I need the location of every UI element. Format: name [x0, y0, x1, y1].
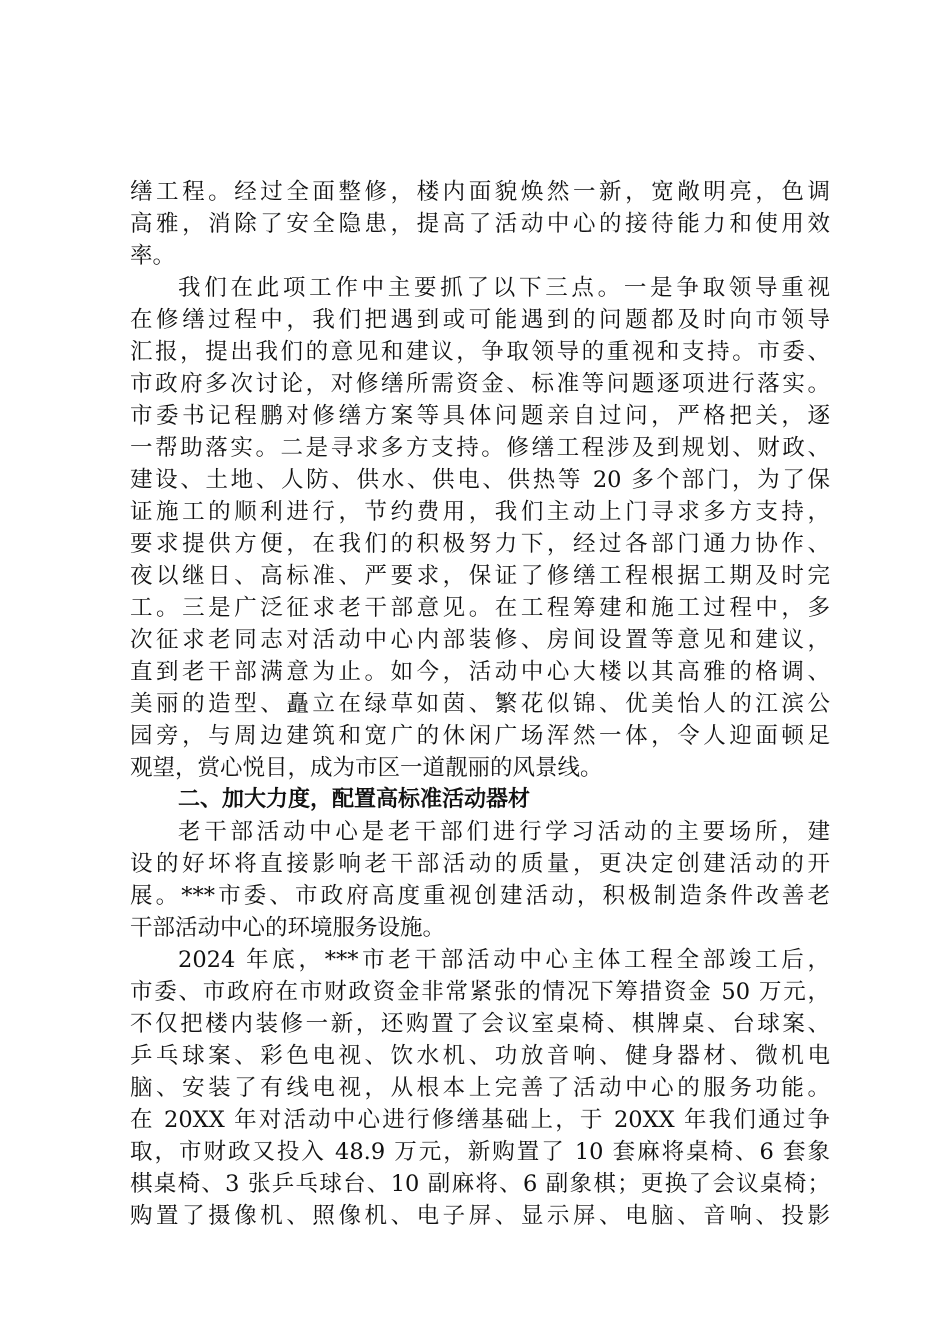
text-line: 要求提供方便，在我们的积极努力下，经过各部门通力协作、: [130, 531, 830, 557]
text-line: 美丽的造型、矗立在绿草如茵、繁花似锦、优美怡人的江滨公: [130, 691, 830, 717]
text-line: 市委、市政府在市财政资金非常紧张的情况下筹措资金 50 万元，: [130, 979, 830, 1005]
text-line: 棋桌椅、3 张乒乓球台、10 副麻将、6 副象棋；更换了会议桌椅；: [130, 1171, 830, 1197]
text-line: 直到老干部满意为止。如今，活动中心大楼以其高雅的格调、: [130, 659, 830, 685]
text-line: 率。: [130, 243, 176, 269]
text-line: 在 20XX 年对活动中心进行修缮基础上，于 20XX 年我们通过争: [130, 1107, 830, 1133]
section-heading: 二、加大力度，配置高标准活动器材: [178, 787, 531, 812]
paragraph-start: 老干部活动中心是老干部们进行学习活动的主要场所，建: [178, 819, 830, 845]
paragraph-start: 2024 年底，***市老干部活动中心主体工程全部竣工后，: [178, 947, 830, 973]
text-line: 脑、安装了有线电视，从根本上完善了活动中心的服务功能。: [130, 1075, 830, 1101]
text-line: 市委书记程鹏对修缮方案等具体问题亲自过问，严格把关，逐: [130, 403, 830, 429]
text-line: 展。***市委、市政府高度重视创建活动，积极制造条件改善老: [130, 883, 830, 909]
text-line: 园旁，与周边建筑和宽广的休闲广场浑然一体，令人迎面顿足: [130, 723, 830, 749]
text-line: 购置了摄像机、照像机、电子屏、显示屏、电脑、音响、投影: [130, 1203, 830, 1229]
text-line: 建设、土地、人防、供水、供电、供热等 20 多个部门，为了保: [130, 467, 830, 493]
paragraph-start: 我们在此项工作中主要抓了以下三点。一是争取领导重视: [178, 275, 830, 301]
text-line: 一帮助落实。二是寻求多方支持。修缮工程涉及到规划、财政、: [130, 435, 830, 461]
text-line: 工。三是广泛征求老干部意见。在工程筹建和施工过程中，多: [130, 595, 830, 621]
text-line: 高雅，消除了安全隐患，提高了活动中心的接待能力和使用效: [130, 211, 830, 237]
text-line: 市政府多次讨论，对修缮所需资金、标准等问题逐项进行落实。: [130, 371, 830, 397]
text-line: 乒乓球案、彩色电视、饮水机、功放音响、健身器材、微机电: [130, 1043, 830, 1069]
text-line: 夜以继日、高标准、严要求，保证了修缮工程根据工期及时完: [130, 563, 830, 589]
text-line: 取，市财政又投入 48.9 万元，新购置了 10 套麻将桌椅、6 套象: [130, 1139, 830, 1165]
text-line: 汇报，提出我们的意见和建议，争取领导的重视和支持。市委、: [130, 339, 830, 365]
text-line: 观望，赏心悦目，成为市区一道靓丽的风景线。: [130, 755, 603, 781]
text-line: 缮工程。经过全面整修，楼内面貌焕然一新，宽敞明亮，色调: [130, 179, 830, 205]
text-line: 在修缮过程中，我们把遇到或可能遇到的问题都及时向市领导: [130, 307, 830, 333]
text-line: 设的好坏将直接影响老干部活动的质量，更决定创建活动的开: [130, 851, 830, 877]
text-line: 次征求老同志对活动中心内部装修、房间设置等意见和建议，: [130, 627, 830, 653]
text-line: 不仅把楼内装修一新，还购置了会议室桌椅、棋牌桌、台球案、: [130, 1011, 830, 1037]
text-line: 干部活动中心的环境服务设施。: [130, 915, 446, 941]
text-line: 证施工的顺利进行，节约费用，我们主动上门寻求多方支持，: [130, 499, 830, 525]
